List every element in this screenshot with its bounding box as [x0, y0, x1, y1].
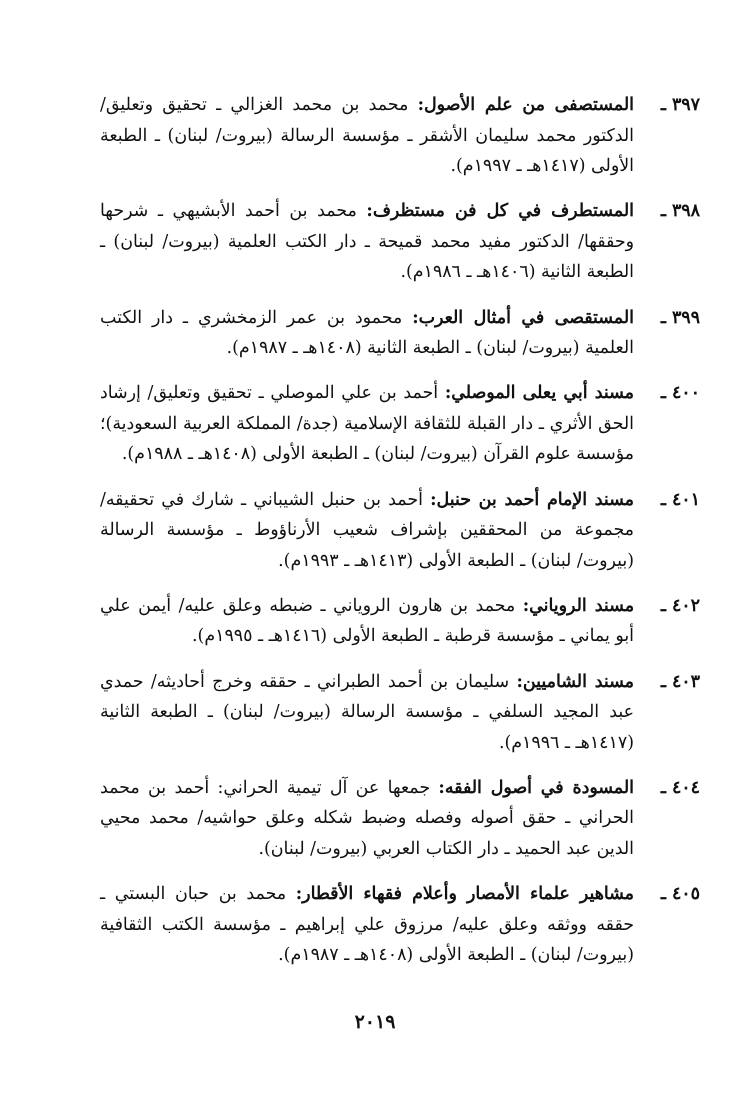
entry-details: محمد بن حبان البستي ـ حققه ووثقه وعلق عليه/ مرزوق علي إبراهيم ـ مؤسسة الكتب الثقافية (بيروت/ لبنان) ـ الطبعة الأولى (١٤٠٨هـ ـ ١٩٨٧م). [100, 884, 634, 966]
entry-title: مسند الإمام أحمد بن حنبل: [430, 489, 634, 510]
entry-title: المستقصى في أمثال العرب: [412, 307, 634, 328]
bibliography-entry [100, 90, 700, 182]
entry-number: ٣٩٩ ـ [660, 307, 700, 328]
bibliography-entry [100, 879, 700, 971]
entry-number: ٤٠٠ ـ [660, 383, 700, 404]
entry-number: ٤٠٢ ـ [660, 595, 700, 616]
page-number: ٢٠١٩ [354, 1011, 396, 1033]
bibliography-list [100, 90, 700, 985]
entry-details: محمد بن محمد الغزالي ـ تحقيق وتعليق/ الدكتور محمد سليمان الأشقر ـ مؤسسة الرسالة (بيروت/ لبنان) ـ الطبعة الأولى (١٤١٧هـ ـ ١٩٩٧م). [100, 95, 634, 177]
entry-number: ٤٠٤ ـ [660, 777, 700, 798]
bibliography-entry [100, 591, 700, 652]
entry-title: مسند الروياني: [522, 595, 635, 616]
bibliography-entry [100, 378, 700, 470]
entry-number: ٣٩٧ ـ [660, 95, 700, 115]
bibliography-entry [100, 667, 700, 759]
entry-details: أحمد بن حنبل الشيباني ـ شارك في تحقيقه/ مجموعة من المحققين بإشراف شعيب الأرناؤوط ـ مؤسسة الرسالة (بيروت/ لبنان) ـ الطبعة الأولى (١٤١٣هـ ـ ١٩٩٣م). [100, 489, 634, 571]
entry-number: ٤٠٥ ـ [660, 884, 700, 905]
entry-title: مسند الشاميين: [516, 671, 635, 692]
entry-number: ٤٠١ ـ [660, 489, 700, 510]
entry-details: محمد بن أحمد الأبشيهي ـ شرحها وحققها/ الدكتور مفيد محمد قميحة ـ دار الكتب العلمية (بيروت/ لبنان) ـ الطبعة الثانية (١٤٠٦هـ ـ ١٩٨٦م). [100, 201, 634, 283]
entry-number: ٤٠٣ ـ [660, 671, 700, 692]
bibliography-entry [100, 485, 700, 577]
bibliography-entry [100, 303, 700, 364]
entry-details: أحمد بن علي الموصلي ـ تحقيق وتعليق/ إرشاد الحق الأثري ـ دار القبلة للثقافة الإسلامية (جدة/ المملكة العربية السعودية)؛ مؤسسة علوم القرآن (بيروت/ لبنان) ـ الطبعة الأولى (١٤٠٨هـ ـ ١٩٨٨م). [100, 383, 634, 465]
entry-details: سليمان بن أحمد الطبراني ـ حققه وخرج أحاديثه/ حمدي عبد المجيد السلفي ـ مؤسسة الرسالة (بيروت/ لبنان) ـ الطبعة الثانية (١٤١٧هـ ـ ١٩٩٦م). [100, 671, 634, 753]
entry-title: المستطرف في كل فن مستظرف: [366, 201, 634, 222]
entry-details: محمود بن عمر الزمخشري ـ دار الكتب العلمية (بيروت/ لبنان) ـ الطبعة الثانية (١٤٠٨هـ ـ ١٩٨٧م). [100, 307, 634, 359]
bibliography-entry [100, 196, 700, 288]
entry-number: ٣٩٨ ـ [660, 201, 700, 222]
entry-title: المسودة في أصول الفقه: [438, 777, 634, 798]
bibliography-entry [100, 773, 700, 865]
entry-title: مسند أبي يعلى الموصلي: [444, 383, 634, 404]
entry-details: محمد بن هارون الروياني ـ ضبطه وعلق عليه/ أيمن علي أبو يماني ـ مؤسسة قرطبة ـ الطبعة الأولى (١٤١٦هـ ـ ١٩٩٥م). [100, 595, 634, 647]
entry-details: جمعها عن آل تيمية الحراني: أحمد بن محمد الحراني ـ حقق أصوله وفصله وضبط شكله وعلق حواشيه/ محمد محيي الدين عبد الحميد ـ دار الكتاب العربي (بيروت/ لبنان). [100, 777, 634, 859]
entry-title: مشاهير علماء الأمصار وأعلام فقهاء الأقطار: [295, 884, 634, 905]
entry-title: المستصفى من علم الأصول: [417, 95, 634, 115]
